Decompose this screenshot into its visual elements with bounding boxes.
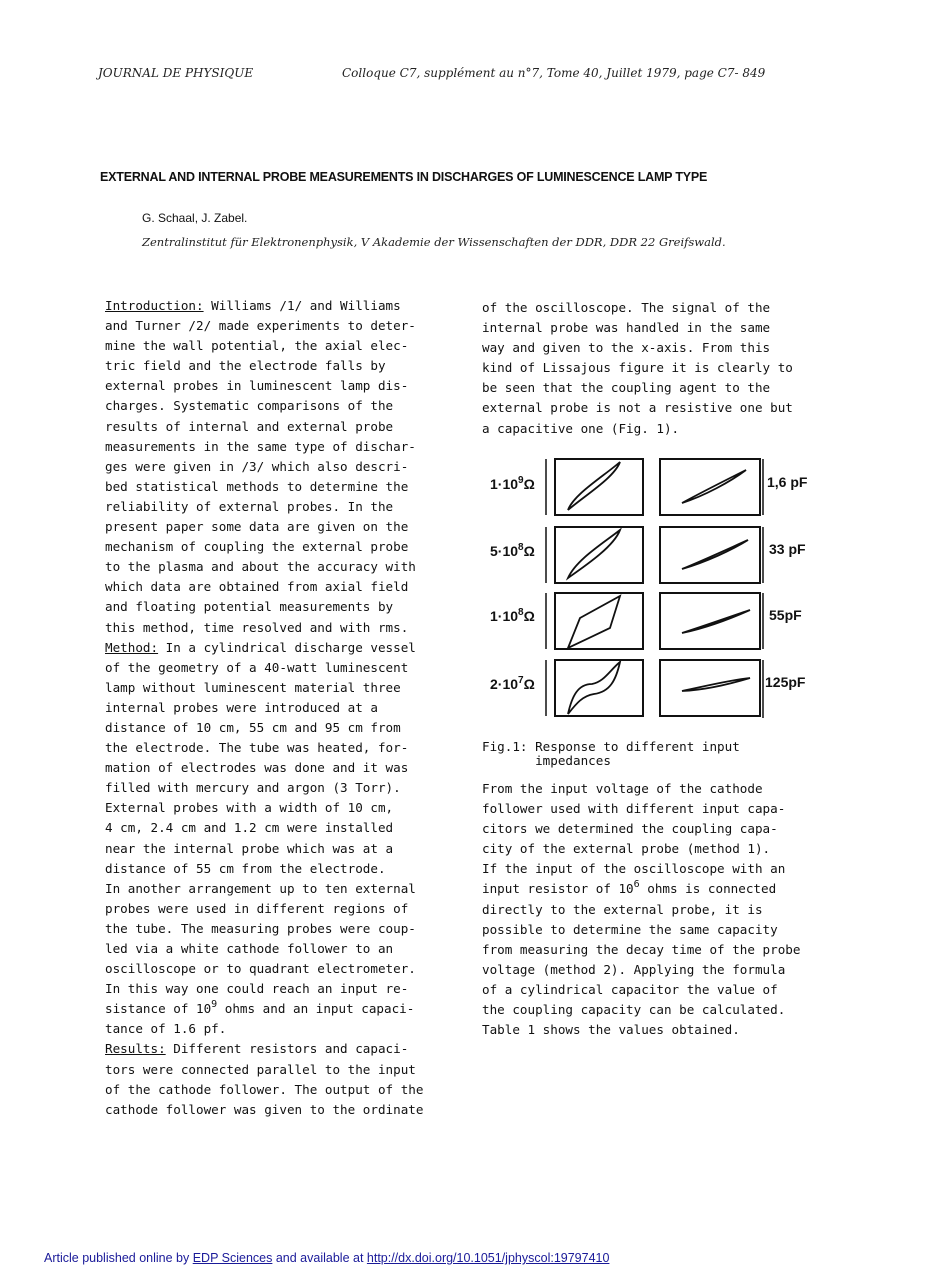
method-text-post: ohms and an input capaci- [217,1001,415,1017]
footer [44,1251,609,1265]
method-heading: Method: [105,639,159,655]
results-heading: Results: [105,1041,166,1057]
right-text-b: directly to the external probe, it is possible to determine the same capacity from measuring the decay time of the probe voltage (method 2). Applying the formula of a cylindrical capacitor the value of the coupling capacity can be calculated. Table 1 shows the values obtained. [482,901,801,1038]
lissajous-trace [568,462,620,510]
affiliation: Zentralinstitut für Elektronenphysik, V Akademie der Wissenschaften der DDR, DDR 22 Greifswald. [142,235,726,249]
paper-title: EXTERNAL AND INTERNAL PROBE MEASUREMENTS IN DISCHARGES OF LUMINESCENCE LAMP TYPE [100,170,708,184]
resistance-label: $2\cdot 10^7\Omega$ [490,675,535,692]
lissajous-trace [682,540,748,569]
method-text: of the geometry of a 40-watt luminescent lamp without luminescent material three internal probes were introduced at a distance of 10 cm, 55 cm and 95 cm from the electrode. The tube was heated, for- mation of electrodes was done and it was filled with mercury and argon (3 Torr). External probes with a width of 10 cm, 4 cm, 2.4 cm and 1.2 cm were installed near the internal probe which was at a distance of 55 cm from the electrode. In another arrangement up to ten external probes were used in different regions of the tube. The measuring probes were coup- led via a white cathode follower to an oscilloscope or to quadrant electrometer. In this way one could reach an input re- [105,659,416,997]
intro-text: and Turner /2/ made experiments to deter- mine the wall potential, the axial elec- tric field and the electrode falls by external probes in luminescent lamp dis- charges. Systematic comparisons of the results of internal and external probe measurements in the same type of dischar- ges were given in /3/ which also descri- bed statistical methods to determine the reliability of external probes. In the present paper some data are given on the mechanism of coupling the external probe to the plasma and about the accuracy with which data are obtained from axial field and floating potential measurements by this method, time resolved and with rms. [105,318,416,635]
scope-box [555,660,643,716]
colloque-info: Colloque C7, supplément au n°7, Tome 40, Juillet 1979, page C7- 849 [342,66,766,80]
doi-link[interactable]: http://dx.doi.org/10.1051/jphyscol:19797410 [366,1251,610,1265]
right-column-top: of the oscilloscope. The signal of the internal probe was handled in the same way and given to the x-axis. From this kind of Lissajous figure it is clearly to be seen that the coupling agent to the external probe is not a resistive one but a capacitive one (Fig. 1). [482,300,793,436]
right-exponent: 6 [633,879,640,891]
lissajous-trace [568,596,620,648]
footer-prefix: Article published online by [44,1251,193,1265]
scope-box [660,593,760,649]
results-first-line: Different resistors and capaci- [165,1041,409,1057]
results-text: tors were connected parallel to the input of the cathode follower. The output of the cathode follower was given to the ordinate [105,1061,424,1117]
method-exponent: 9 [211,999,218,1011]
scope-box [660,527,760,583]
capacitance-label: 55pF [769,607,802,623]
publisher-link[interactable]: EDP Sciences [192,1251,273,1265]
lissajous-trace [568,662,620,714]
right-text-pre: input resistor of 10 [482,881,634,897]
right-text-a: From the input voltage of the cathode follower used with different input capa- citors we determined the coupling capa- city of the external probe (method 1). If the input of the oscilloscope with an [482,781,786,877]
journal-name: JOURNAL DE PHYSIQUE [98,66,254,80]
capacitance-label: 1,6 pF [767,474,808,490]
authors: G. Schaal, J. Zabel. [142,211,248,225]
capacitance-label: 33 pF [769,541,806,557]
method-text-pre: sistance of 10 [105,1001,212,1017]
lissajous-trace [568,530,620,578]
figure-1 [484,456,834,722]
right-text-post: ohms is connected [639,881,777,897]
lissajous-trace [682,470,746,503]
lissajous-trace [682,610,750,633]
resistance-label: $5\cdot 10^8\Omega$ [490,542,535,559]
scope-box [555,593,643,649]
capacitance-label: 125pF [765,674,806,690]
method-first-line: In a cylindrical discharge vessel [158,639,416,655]
footer-middle: and available at [272,1251,367,1265]
scope-box [660,459,760,515]
method-last-line: tance of 1.6 pf. [105,1021,227,1037]
intro-heading: Introduction: [105,298,204,313]
resistance-label: $1\cdot 10^9\Omega$ [490,475,535,492]
left-column [105,296,423,1120]
lissajous-trace [682,678,750,691]
intro-first-line: Williams /1/ and Williams [203,298,401,313]
figure-caption: Fig.1: Response to different input impedances [482,739,740,768]
right-column-bottom [482,779,800,1040]
resistance-label: $1\cdot 10^8\Omega$ [490,607,535,624]
scope-box [555,459,643,515]
